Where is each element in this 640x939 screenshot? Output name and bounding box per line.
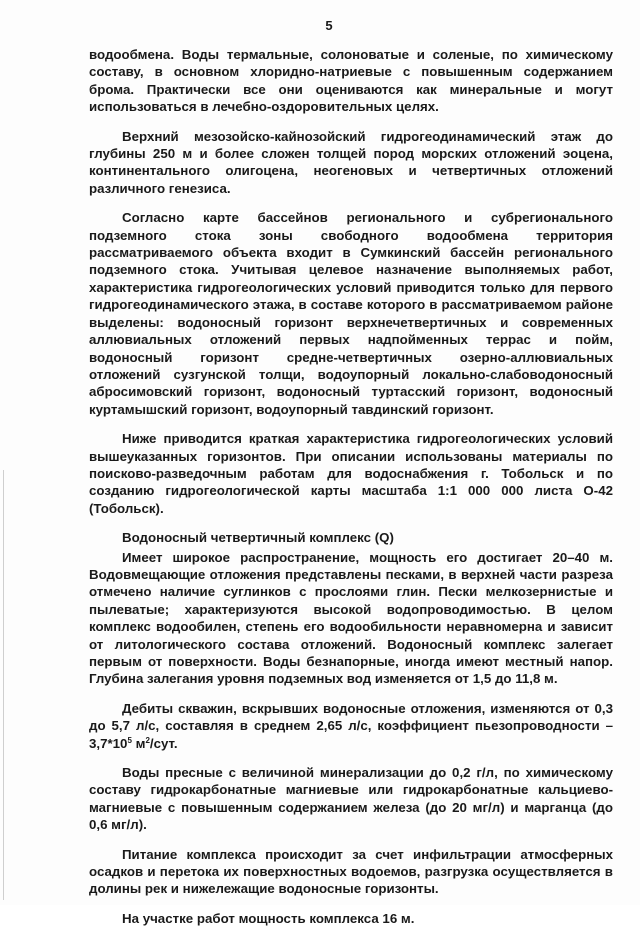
paragraph-5: Имеет широкое распространение, мощность его достигает 20–40 м. Водовмещающие отложения представлены песками, в верхней части разреза отмечено наличие суглинков с прослоями глин. Пески мелкозернистые и пылеватые; характеризуются высокой водопроводимостью. В целом комплекс водообилен, степень его водообильности неравномерна и зависит от литологического состава отложений. Водоносный комплекс залегает первым от поверхности. Воды безнапорные, иногда имеют местный напор. Глубина залегания уровня подземных вод изменяется от 1,5 до 11,8 м. [89,549,613,687]
page-number [0,18,640,33]
section-heading: Водоносный четвертичный комплекс (Q) [122,530,394,546]
paragraph-9: На участке работ мощность комплекса 16 м. [122,910,415,926]
exponent-5: 5 [127,735,132,745]
paragraph-8: Питание комплекса происходит за счет инфильтрации атмосферных осадков и перетока их поверхностных водоемов, разгрузка осуществляется в долины рек и нижележащие водоносные горизонты. [89,846,613,897]
paragraph-3: Согласно карте бассейнов регионального и субрегионального подземного стока зоны свободного водообмена территория рассматриваемого объекта входит в Сумкинский бассейн регионального подземного стока. Учитывая целевое назначение выполняемых работ, характеристика гидрогеологических условий приводится только для первого гидрогеодинамического этажа, в составе которого в рассматриваемом районе выделены: водоносный горизонт верхнечетвертичных и современных аллювиальных отложений первых надпойменных террас и пойм, водоносный горизонт средне-четвертичных озерно-аллювиальных отложений сузгунской толщи, водоупорный локально-слабоводоносный абросимовский горизонт, водоносный туртасский горизонт, водоносный куртамышский горизонт, водоупорный тавдинский горизонт. [89,210,613,417]
exponent-2: 2 [145,735,150,745]
paragraph-6-text-c: /сут. [149,735,178,751]
paragraph-6-text-a: Дебиты скважин, вскрывших водоносные отложения, изменяются от 0,3 до 5,7 л/с, составляя в среднем 2,65 л/с, коэффициент пьезопроводности – 3,7*10 [89,700,613,751]
paragraph-6 [89,700,613,752]
paragraph-2: Верхний мезозойско-кайнозойский гидрогеодинамический этаж до глубины 250 м и более сложен толщей пород морских отложений эоцена, континентального олигоцена, неогеновых и четвертичных отложений различного генезиса. [89,128,613,196]
scan-edge-line [3,470,4,900]
paragraph-7: Воды пресные с величиной минерализации до 0,2 г/л, по химическому составу гидрокарбонатные магниевые или гидрокарбонатные кальциево-магниевые с повышенным содержанием железа (до 20 мг/л) и марганца (до 0,6 мг/л). [89,765,613,833]
page-number-text: 5 [325,18,333,33]
paragraph-1: водообмена. Воды термальные, солоноватые и соленые, по химическому составу, в основном хлоридно-натриевые с повышенным содержанием брома. Практически все они оцениваются как минеральные и могут использоваться в лечебно-оздоровительных целях. [89,47,613,115]
paragraph-6-text-b: м [131,735,146,751]
paragraph-4: Ниже приводится краткая характеристика гидрогеологических условий вышеуказанных горизонтов. При описании использованы материалы по поисково-разведочным работам для водоснабжения г. Тобольск и по созданию гидрогеологической карты масштаба 1:1 000 000 листа О-42 (Тобольск). [89,431,613,516]
document-body [89,46,613,939]
